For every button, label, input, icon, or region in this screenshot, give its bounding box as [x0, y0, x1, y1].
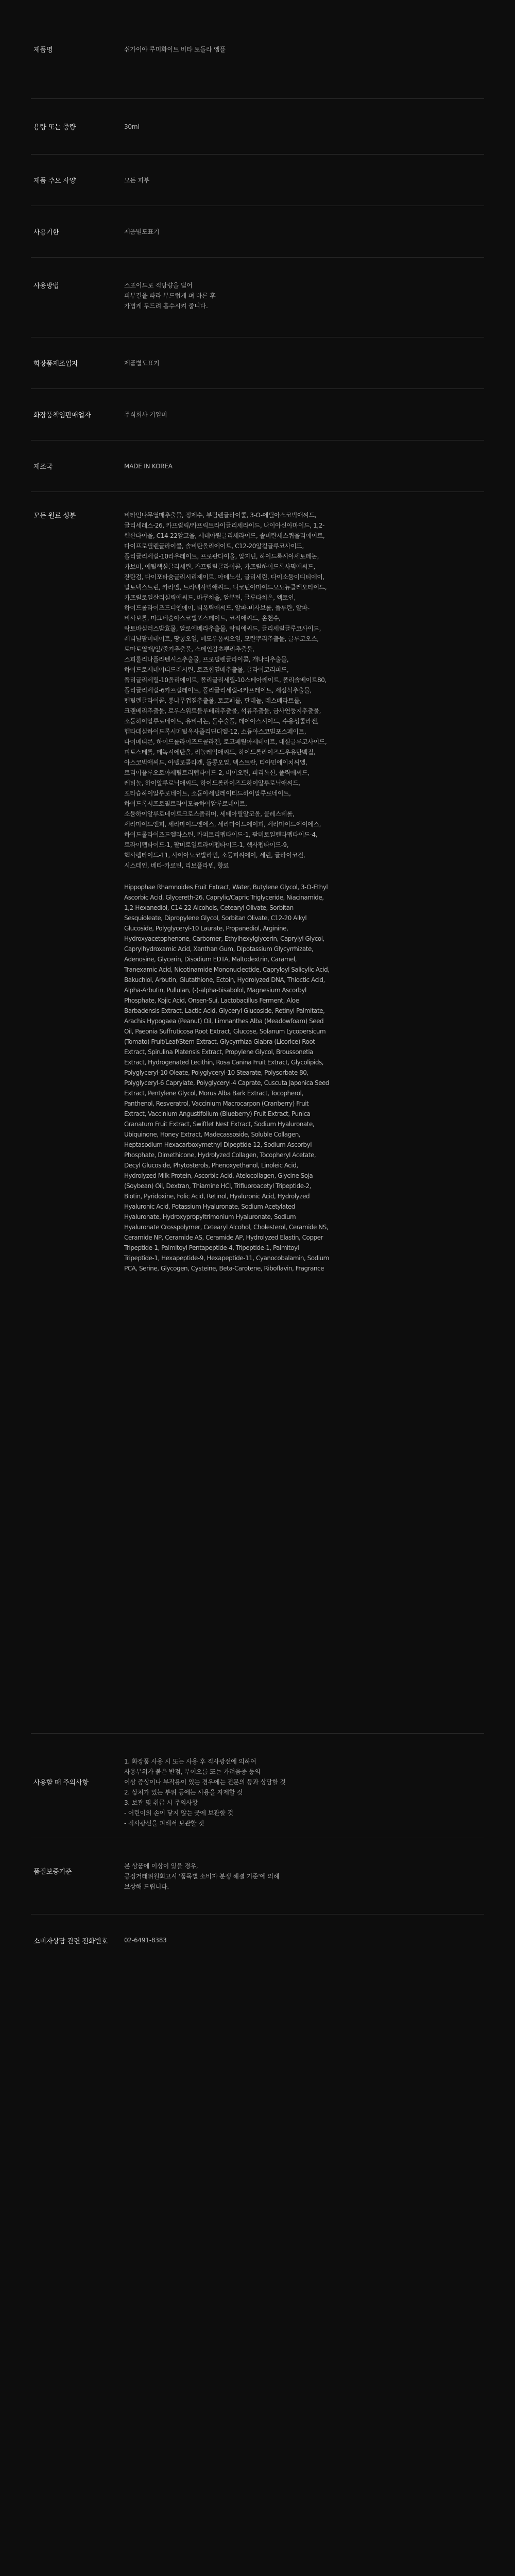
spec-row-distributor	[31, 389, 484, 440]
spec-label: 사용기한	[33, 229, 59, 236]
spec-row-usage	[31, 258, 484, 337]
spec-value: MADE IN KOREA	[124, 462, 173, 470]
spec-row-main-spec	[31, 155, 484, 206]
spec-row-ingredients	[31, 492, 484, 1734]
spec-row-country	[31, 440, 484, 492]
spec-label: 제품 주요 사양	[33, 177, 76, 185]
spec-value: 본 상품에 이상이 있을 경우, 공정거래위원회고시 '품목별 소비자 분쟁 해결 기준'에 의해 보상해 드립니다.	[124, 1862, 280, 1890]
ingredients-korean: 비타민나무열매추출물, 정제수, 부틸렌글라이콜, 3-O-에틸아스코빅애씨드, 글리세레스-26, 카프릴릭/카프릭트라이글리세라이드, 나이아신아마이드, 1,2-헥산다이올, C14-22알코올, 세테아릴글리세라이드, 솔비탄세스퀴올리에이트, 다이프로필렌글라이콜, 솔비탄올리에이트, C12-20알킬글루코사이드, 폴리글리세릴-10라우레이트, 프로판다이올, 알지닌, 하이드록시아세토페논, 카보머, 에틸헥실글리세린, 카프릴릴글라이콜, 카프릴하이드록사믹애씨드, 잔탄검, 다이포타슘글리시리제이트, 아데노신, 글리세린, 다이소듐이디티에이, 말토덱스트린, 카라멜, 트라넥사믹애씨드, 니코틴아마이드모노뉴클레오타이드, 카프릴로일살리실릭애씨드, 바쿠치올, 알부틴, 글루타치온, 엑토인, 하이드롤라이즈드디엔에이, 티옥틱애씨드, 알파-비사보롤, 풀루란, 알파-비사보롤, 마그네슘아스코빌포스페이트, 코직애씨드, 온천수, 락토바실러스발효물, 알로에베라추출물, 락틱애씨드, 글리세릴글루코사이드, 레티닐팔미테이트, 땅콩오일, 메도우폼씨오일, 모란뿌리추출물, 글루코오스, 토마토열매/잎/줄기추출물, 스페인감초뿌리추출물, 스피룰리나플라텐시스추출물, 프로필렌글라이콜, 개나리추출물, 하이드로제네이티드레시틴, 로즈힙열매추출물, 글라이코리피드, 폴리글리세릴-10올리에이트, 폴리글리세릴-10스테아레이트, 폴리솔베이트80, 폴리글리세릴-6카프릴레이트, 폴리글리세릴-4카프레이트, 세심석추출물, 펜틸렌글라이콜, 뽕나무껍질추출물, 토코페롤, 판테놀, 레스베라트롤, 크랜베리추출물, 로우스위트블루베리추출물, 석류추출물, 금사연둥지추출물, 소듐하이알루로네이트, 유비퀴논, 돌수술풀, 데이아스시이드, 수용성콜라겐, 헵타데실하이드록시메틸옥사졸리딘디엘-12, 소듐아스코빌포스페이트, 다이메티콘, 하이드롤라이즈드콜라겐, 토코페릴아세테이트, 대실글루코사이드, 피토스테롤, 페녹시에탄올, 리놀레익애씨드, 하이드롤라이즈드우유단백질, 아스코빅애씨드, 아텔로콜라겐, 돌콩오일, 덱스트란, 티아민에이치씨엘, 트리이플루오로아세틸트리펩타이드-2, 비이오틴, 피리독신, 폴릭애씨드, 레티놀, 하이알루로닉애씨드, 하이드롤라이즈드하이알루로닉애씨드, 포타슘하이알루로네이트, 소듐아세틸레이티드하이알루로네이트, 하이드록시프로필트라이모늄하이알루로네이트, 소듐하이알루로네이트크로스폴리머, 세테아릴알코올, 클레스테롤, 세라마이드엔피, 세라마이드엔에스, 세라마이드에이피, 세라마이드에이에스, 하이드롤라이즈드엘라스틴, 카퍼트리펩타이드-1, 팔미토일펜타펩타이드-4, 트라이펩타이드-1, 팔미토일트라이펩타이드-1, 헥사펩타이드-9, 헥사펩타이드-11, 사이아노코발라민, 소듐피씨에이, 세린, 글라이코전, 시스테인, 베타-카로틴, 리보플라빈, 향료	[124, 512, 327, 869]
spec-label: 소비자상담 관련 전화번호	[33, 1937, 108, 1945]
spec-label: 모든 원료 성분	[33, 512, 76, 520]
spec-value: 제품별도표기	[124, 359, 160, 367]
spec-value: 스포이드로 적당량을 덜어 피부결을 따라 부드럽게 펴 바른 후 가볍게 두드려 흡수시켜 줍니다.	[124, 282, 216, 310]
spec-label: 제품명	[33, 46, 53, 54]
spec-row-contact	[31, 1914, 484, 1966]
spec-value: 02-6491-8383	[124, 1937, 167, 1944]
spec-value: 모든 피부	[124, 176, 150, 184]
spec-value: 1. 화장품 사용 시 또는 사용 후 직사광선에 의하여 사용부위가 붉은 반점, 부어오름 또는 가려움증 등의 이상 증상이나 부작용이 있는 경우에는 전문의 등과 상담할 것 2. 상처가 있는 부위 등에는 사용을 자제할 것 3. 보관 및 취급 시 주의사항 - 어린이의 손이 닿지 않는 곳에 보관할 것 - 직사광선을 피해서 보관할 것	[124, 1758, 286, 1827]
spec-row-product-name	[31, 0, 484, 99]
ingredients-english: Hippophae Rhamnoides Fruit Extract, Water, Butylene Glycol, 3-O-Ethyl Ascorbic Acid, Glycereth-26, Caprylic/Capric Triglyceride, Niacinamide, 1,2-Hexanediol, C14-22 Alcohols, Cetearyl Olivate, Sorbitan Sesquioleate, Dipropylene Glycol, Sorbitan Olivate, C12-20 Alkyl Glucoside, Polyglyceryl-10 Laurate, Propanediol, Arginine, Hydroxyacetophenone, Carbomer, Ethylhexylglycerin, Caprylyl Glycol, Caprylhydroxamic Acid, Xanthan Gum, Dipotassium Glycyrrhizate, Adenosine, Glycerin, Disodium EDTA, Maltodextrin, Caramel, Tranexamic Acid, Nicotinamide Mononucleotide, Capryloyl Salicylic Acid, Bakuchiol, Arbutin, Glutathione, Ectoin, Hydrolyzed DNA, Thioctic Acid, Alpha-Arbutin, Pullulan, (-)-alpha-bisabolol, Magnesium Ascorbyl Phosphate, Kojic Acid, Onsen-Sui, Lactobacillus Ferment, Aloe Barbadensis Extract, Lactic Acid, Glyceryl Glucoside, Retinyl Palmitate, Arachis Hypogaea (Peanut) Oil, Limnanthes Alba (Meadowfoam) Seed Oil, Paeonia Suffruticosa Root Extract, Glucose, Solanum Lycopersicum (Tomato) Fruit/Leaf/Stem Extract, Glycyrrhiza Glabra (Licorice) Root Extract, Spirulina Platensis Extract, Propylene Glycol, Broussonetia Extract, Hydrogenated Lecithin, Rosa Canina Fruit Extract, Glycolipids, Polyglyceryl-10 Oleate, Polyglyceryl-10 Stearate, Polysorbate 80, Polyglyceryl-6 Caprylate, Polyglyceryl-4 Caprate, Cuscuta Japonica Seed Extract, Pentylene Glycol, Morus Alba Bark Extract, Tocopherol, Panthenol, Resveratrol, Vaccinium Macrocarpon (Cranberry) Fruit Extract, Vaccinium Angustifolium (Blueberry) Fruit Extract, Punica Granatum Fruit Extract, Swiftlet Nest Extract, Sodium Hyaluronate, Ubiquinone, Honey Extract, Madecassoside, Soluble Collagen, Heptasodium Hexacarboxymethyl Dipeptide-12, Sodium Ascorbyl Phosphate, Dimethicone, Hydrolyzed Collagen, Tocopheryl Acetate, Decyl Glucoside, Phytosterols, Phenoxyethanol, Linoleic Acid, Hydrolyzed Milk Protein, Ascorbic Acid, Atelocollagen, Glycine Soja (Soybean) Oil, Dextran, Thiamine HCl, Trifluoroacetyl Tripeptide-2, Biotin, Pyridoxine, Folic Acid, Retinol, Hyaluronic Acid, Hydrolyzed Hyaluronic Acid, Potassium Hyaluronate, Sodium Acetylated Hyaluronate, Hydroxypropyltrimonium Hyaluronate, Sodium Hyaluronate Crosspolymer, Cetearyl Alcohol, Cholesterol, Ceramide NS, Ceramide NP, Ceramide AS, Ceramide AP, Hydrolyzed Elastin, Copper Tripeptide-1, Palmitoyl Pentapeptide-4, Tripeptide-1, Palmitoyl Tripeptide-1, Hexapeptide-9, Hexapeptide-11, Cyanocobalamin, Sodium PCA, Serine, Glycogen, Cysteine, Beta-Carotene, Riboflavin, Fragrance	[124, 884, 330, 1272]
spec-label: 용량 또는 중량	[33, 124, 76, 131]
spec-row-quality-standard	[31, 1838, 484, 1914]
spec-value: 30ml	[124, 123, 140, 130]
spec-label: 사용방법	[33, 282, 59, 290]
spec-row-volume	[31, 99, 484, 155]
spec-value: 주식회사 거일미	[124, 411, 167, 418]
spec-label: 제조국	[33, 463, 53, 471]
spec-label: 화장품제조업자	[33, 360, 78, 368]
spec-row-cautions	[31, 1734, 484, 1838]
spec-label: 사용할 때 주의사항	[33, 1779, 89, 1787]
spec-row-manufacturer	[31, 337, 484, 389]
spec-label: 화장품책임판매업자	[33, 412, 91, 419]
spec-value: 쉬가이아 루미화이트 비타 토돌라 앰플	[124, 45, 226, 53]
spec-row-expiry	[31, 206, 484, 258]
ingredients-block	[124, 510, 330, 1274]
spec-label: 품질보증기준	[33, 1868, 72, 1876]
spec-value: 제품별도표기	[124, 228, 160, 235]
